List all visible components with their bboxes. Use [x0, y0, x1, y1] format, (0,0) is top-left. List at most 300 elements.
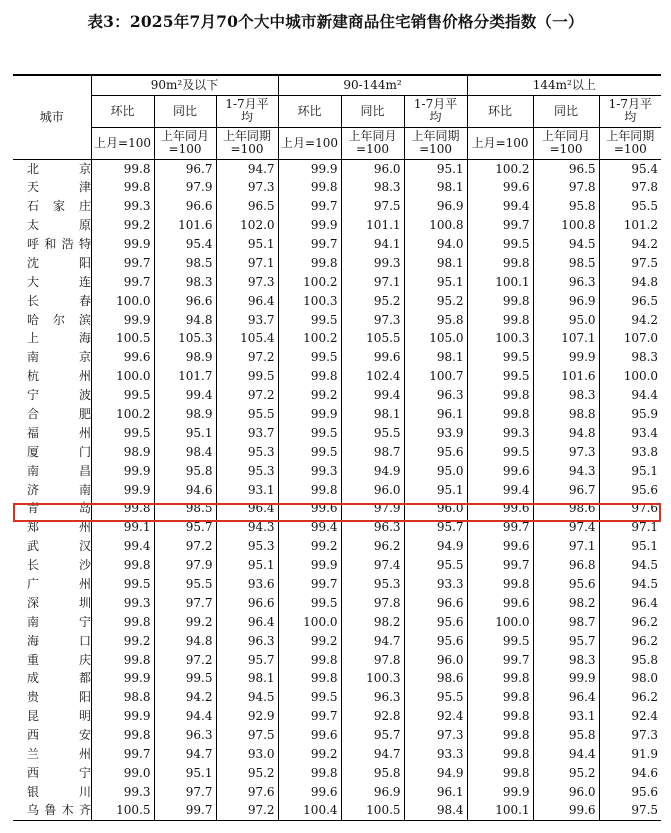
index-value: 107.0	[599, 329, 661, 348]
city-name-text: 贵 阳	[27, 690, 91, 705]
index-value: 99.5	[467, 348, 533, 367]
index-value: 100.3	[278, 291, 341, 310]
index-value: 96.1	[404, 782, 467, 801]
index-value: 99.9	[278, 216, 341, 235]
index-value: 97.3	[404, 726, 467, 745]
city-name	[13, 291, 91, 310]
index-value: 98.3	[533, 650, 599, 669]
city-name-text: 乌 鲁 木 齐	[27, 803, 91, 818]
index-value: 98.5	[154, 499, 216, 518]
index-value: 97.8	[341, 650, 404, 669]
index-value: 97.5	[599, 801, 661, 820]
table-row	[13, 518, 661, 537]
index-value: 94.9	[404, 764, 467, 783]
index-value: 95.6	[404, 631, 467, 650]
index-value: 94.8	[599, 272, 661, 291]
city-name-text: 南 宁	[27, 614, 91, 629]
index-value: 96.4	[216, 612, 278, 631]
index-value: 93.3	[404, 575, 467, 594]
index-value: 97.8	[341, 593, 404, 612]
index-value: 99.9	[533, 669, 599, 688]
index-value: 99.8	[278, 480, 341, 499]
city-name	[13, 707, 91, 726]
group-header-small: 90m²及以下	[91, 75, 278, 95]
index-value: 93.3	[404, 745, 467, 764]
index-value: 95.8	[533, 726, 599, 745]
index-value: 95.8	[533, 197, 599, 216]
index-value: 95.3	[216, 461, 278, 480]
index-value: 96.2	[341, 537, 404, 556]
index-value: 99.9	[91, 235, 154, 254]
index-value: 92.8	[341, 707, 404, 726]
index-value: 94.9	[404, 537, 467, 556]
index-value: 99.7	[467, 556, 533, 575]
index-value: 99.5	[216, 367, 278, 386]
city-name	[13, 235, 91, 254]
index-value: 99.4	[467, 480, 533, 499]
index-value: 99.1	[91, 518, 154, 537]
table-row	[13, 556, 661, 575]
index-value: 97.2	[216, 801, 278, 820]
index-value: 96.3	[341, 518, 404, 537]
index-value: 95.7	[341, 726, 404, 745]
table-row	[13, 405, 661, 424]
index-value: 99.6	[341, 348, 404, 367]
index-value: 98.6	[404, 669, 467, 688]
index-value: 96.3	[533, 272, 599, 291]
index-value: 96.4	[599, 593, 661, 612]
index-value: 100.5	[91, 329, 154, 348]
index-value: 98.7	[341, 442, 404, 461]
city-name-text: 福 州	[27, 425, 91, 440]
city-name	[13, 159, 91, 178]
index-value: 99.8	[91, 612, 154, 631]
index-value: 99.7	[278, 235, 341, 254]
city-name	[13, 329, 91, 348]
index-value: 97.2	[216, 348, 278, 367]
index-value: 99.6	[278, 782, 341, 801]
city-name-text: 济 南	[27, 482, 91, 497]
table-row	[13, 235, 661, 254]
index-value: 99.5	[467, 235, 533, 254]
city-name	[13, 367, 91, 386]
index-value: 99.8	[467, 669, 533, 688]
city-name-text: 宁 波	[27, 388, 91, 403]
table-row	[13, 669, 661, 688]
index-value: 100.5	[341, 801, 404, 820]
index-value: 99.5	[278, 348, 341, 367]
index-value: 93.7	[216, 423, 278, 442]
base-header: 上年同月=100	[154, 127, 216, 159]
index-value: 94.2	[154, 688, 216, 707]
city-name	[13, 272, 91, 291]
index-value: 96.9	[341, 782, 404, 801]
index-value: 96.7	[154, 159, 216, 178]
index-value: 97.2	[154, 650, 216, 669]
index-value: 97.4	[341, 556, 404, 575]
index-value: 100.5	[91, 801, 154, 820]
index-value: 100.8	[533, 216, 599, 235]
table-row	[13, 631, 661, 650]
index-value: 99.5	[467, 631, 533, 650]
sub-header: 环比	[91, 95, 154, 127]
index-value: 97.8	[533, 178, 599, 197]
index-value: 95.6	[533, 575, 599, 594]
index-value: 100.8	[404, 216, 467, 235]
index-value: 107.1	[533, 329, 599, 348]
index-value: 99.8	[467, 405, 533, 424]
index-value: 98.7	[533, 612, 599, 631]
index-value: 98.3	[341, 178, 404, 197]
city-name-text: 长 沙	[27, 558, 91, 573]
index-value: 99.4	[278, 518, 341, 537]
index-value: 99.2	[278, 745, 341, 764]
index-value: 99.6	[278, 499, 341, 518]
index-value: 94.7	[154, 745, 216, 764]
index-value: 93.6	[216, 575, 278, 594]
index-value: 99.2	[91, 631, 154, 650]
index-value: 93.8	[599, 442, 661, 461]
index-value: 99.7	[91, 272, 154, 291]
index-value: 97.5	[599, 253, 661, 272]
index-value: 99.7	[467, 216, 533, 235]
index-value: 99.9	[91, 480, 154, 499]
index-value: 99.2	[278, 537, 341, 556]
index-value: 95.6	[404, 442, 467, 461]
index-value: 95.6	[599, 782, 661, 801]
index-value: 99.8	[467, 688, 533, 707]
index-value: 99.6	[467, 537, 533, 556]
index-value: 98.1	[404, 348, 467, 367]
index-value: 94.8	[154, 631, 216, 650]
index-value: 96.3	[404, 386, 467, 405]
sub-header: 1-7月平均	[216, 95, 278, 127]
index-value: 94.7	[341, 631, 404, 650]
city-name	[13, 442, 91, 461]
index-value: 98.3	[154, 272, 216, 291]
index-value: 99.5	[91, 575, 154, 594]
index-value: 100.3	[341, 669, 404, 688]
index-value: 95.1	[404, 159, 467, 178]
index-value: 94.3	[216, 518, 278, 537]
index-value: 99.5	[278, 442, 341, 461]
index-value: 96.8	[533, 556, 599, 575]
index-value: 99.7	[154, 801, 216, 820]
index-value: 99.8	[91, 650, 154, 669]
index-value: 92.4	[404, 707, 467, 726]
city-name	[13, 726, 91, 745]
index-value: 95.8	[341, 764, 404, 783]
index-value: 95.8	[154, 461, 216, 480]
city-name-text: 广 州	[27, 577, 91, 592]
index-value: 96.3	[154, 726, 216, 745]
city-name-text: 哈 尔 滨	[27, 312, 91, 327]
index-value: 97.6	[216, 782, 278, 801]
index-value: 94.2	[599, 235, 661, 254]
index-value: 102.0	[216, 216, 278, 235]
index-value: 94.3	[533, 461, 599, 480]
index-value: 95.7	[216, 650, 278, 669]
index-value: 99.8	[91, 499, 154, 518]
table-row	[13, 593, 661, 612]
city-name	[13, 669, 91, 688]
index-value: 92.9	[216, 707, 278, 726]
index-value: 99.9	[91, 461, 154, 480]
index-value: 96.9	[404, 197, 467, 216]
index-value: 99.5	[278, 688, 341, 707]
index-value: 99.8	[467, 291, 533, 310]
index-value: 101.6	[533, 367, 599, 386]
index-value: 99.9	[278, 159, 341, 178]
index-value: 94.6	[599, 764, 661, 783]
index-value: 95.1	[599, 537, 661, 556]
index-value: 96.5	[216, 197, 278, 216]
index-value: 95.1	[404, 272, 467, 291]
index-value: 100.0	[91, 291, 154, 310]
index-value: 93.1	[216, 480, 278, 499]
city-name	[13, 593, 91, 612]
index-value: 94.2	[599, 310, 661, 329]
index-value: 94.4	[599, 386, 661, 405]
index-value: 98.5	[533, 253, 599, 272]
index-value: 95.6	[404, 612, 467, 631]
base-header: 上年同月=100	[341, 127, 404, 159]
city-name-text: 银 川	[27, 784, 91, 799]
table-row	[13, 253, 661, 272]
index-value: 97.9	[154, 178, 216, 197]
index-value: 95.0	[533, 310, 599, 329]
index-value: 99.7	[467, 650, 533, 669]
index-value: 96.6	[154, 291, 216, 310]
city-name-text: 杭 州	[27, 369, 91, 384]
index-value: 99.6	[467, 499, 533, 518]
index-value: 97.3	[533, 442, 599, 461]
index-value: 96.4	[533, 688, 599, 707]
city-name-text: 呼 和 浩 特	[27, 237, 91, 251]
index-value: 99.6	[467, 461, 533, 480]
index-value: 99.8	[91, 726, 154, 745]
index-value: 99.8	[278, 669, 341, 688]
table-row	[13, 612, 661, 631]
index-value: 96.6	[404, 593, 467, 612]
city-name-text: 重 庆	[27, 652, 91, 667]
base-header-row	[13, 127, 661, 159]
index-value: 96.6	[154, 197, 216, 216]
index-value: 99.4	[91, 537, 154, 556]
index-value: 96.0	[533, 782, 599, 801]
city-name-text: 郑 州	[27, 520, 91, 535]
index-value: 99.8	[467, 726, 533, 745]
index-value: 96.4	[216, 291, 278, 310]
index-value: 94.5	[533, 235, 599, 254]
index-value: 95.8	[404, 310, 467, 329]
index-value: 95.9	[599, 405, 661, 424]
city-name-text: 成 都	[27, 671, 91, 686]
city-name	[13, 253, 91, 272]
index-value: 96.6	[216, 593, 278, 612]
sub-header: 环比	[278, 95, 341, 127]
city-name	[13, 499, 91, 518]
index-value: 99.3	[91, 782, 154, 801]
city-name-text: 沈 阳	[27, 255, 91, 270]
table-row	[13, 688, 661, 707]
base-header: 上月=100	[91, 127, 154, 159]
sub-header: 同比	[533, 95, 599, 127]
price-index-table	[13, 74, 661, 821]
index-value: 98.8	[533, 405, 599, 424]
index-value: 100.4	[278, 801, 341, 820]
index-value: 99.2	[278, 386, 341, 405]
index-value: 99.6	[91, 348, 154, 367]
city-name	[13, 782, 91, 801]
index-value: 99.8	[467, 310, 533, 329]
sub-header-row	[13, 95, 661, 127]
index-value: 95.5	[341, 423, 404, 442]
index-value: 98.9	[154, 405, 216, 424]
city-name-text: 武 汉	[27, 539, 91, 554]
index-value: 99.8	[467, 575, 533, 594]
index-value: 99.8	[278, 253, 341, 272]
city-name-text: 南 京	[27, 350, 91, 365]
index-value: 99.8	[278, 650, 341, 669]
table-row	[13, 310, 661, 329]
city-name	[13, 178, 91, 197]
index-value: 94.7	[341, 745, 404, 764]
index-value: 95.5	[404, 556, 467, 575]
index-value: 99.8	[467, 764, 533, 783]
city-name-text: 西 安	[27, 728, 91, 743]
index-value: 95.2	[404, 291, 467, 310]
index-value: 93.4	[599, 423, 661, 442]
group-header-large: 144m²以上	[467, 75, 661, 95]
table-row	[13, 726, 661, 745]
city-name-text: 海 口	[27, 633, 91, 648]
index-value: 98.1	[404, 178, 467, 197]
index-value: 97.5	[216, 726, 278, 745]
index-value: 94.8	[533, 423, 599, 442]
index-value: 96.5	[533, 159, 599, 178]
index-value: 96.0	[404, 499, 467, 518]
index-value: 99.3	[341, 253, 404, 272]
index-value: 98.9	[154, 348, 216, 367]
index-value: 99.7	[91, 745, 154, 764]
table-row	[13, 272, 661, 291]
index-value: 96.9	[533, 291, 599, 310]
index-value: 105.0	[404, 329, 467, 348]
sub-header: 环比	[467, 95, 533, 127]
index-value: 99.9	[91, 707, 154, 726]
city-name	[13, 197, 91, 216]
city-name	[13, 461, 91, 480]
table-row	[13, 461, 661, 480]
index-value: 100.7	[404, 367, 467, 386]
index-value: 98.4	[404, 801, 467, 820]
index-value: 96.3	[341, 688, 404, 707]
city-name-text: 石 家 庄	[27, 199, 91, 214]
index-value: 94.6	[154, 480, 216, 499]
city-name-text: 上 海	[27, 331, 91, 346]
index-value: 94.5	[599, 556, 661, 575]
index-value: 99.3	[91, 593, 154, 612]
index-value: 98.1	[404, 253, 467, 272]
index-value: 99.9	[91, 669, 154, 688]
city-name	[13, 386, 91, 405]
city-name-text: 天 津	[27, 180, 91, 195]
sub-header: 1-7月平均	[404, 95, 467, 127]
index-value: 95.1	[599, 461, 661, 480]
index-value: 99.8	[91, 178, 154, 197]
group-header-medium: 90-144m²	[278, 75, 467, 95]
index-value: 97.3	[216, 272, 278, 291]
index-value: 97.7	[154, 593, 216, 612]
city-name	[13, 310, 91, 329]
index-value: 93.1	[533, 707, 599, 726]
index-value: 97.3	[599, 726, 661, 745]
index-value: 100.1	[467, 272, 533, 291]
index-value: 98.3	[533, 386, 599, 405]
index-value: 99.8	[278, 367, 341, 386]
index-value: 99.6	[533, 801, 599, 820]
city-name	[13, 348, 91, 367]
table-row	[13, 480, 661, 499]
index-value: 98.4	[154, 442, 216, 461]
index-value: 96.2	[599, 631, 661, 650]
sub-header: 1-7月平均	[599, 95, 661, 127]
city-name	[13, 650, 91, 669]
index-value: 99.8	[467, 253, 533, 272]
index-value: 99.3	[467, 423, 533, 442]
index-value: 105.5	[341, 329, 404, 348]
index-value: 101.7	[154, 367, 216, 386]
index-value: 99.9	[278, 556, 341, 575]
table-row	[13, 650, 661, 669]
index-value: 99.8	[467, 745, 533, 764]
base-header: 上年同期=100	[216, 127, 278, 159]
index-value: 97.3	[216, 178, 278, 197]
index-value: 95.5	[216, 405, 278, 424]
table-row	[13, 764, 661, 783]
base-header: 上年同月=100	[533, 127, 599, 159]
index-value: 100.2	[278, 272, 341, 291]
index-value: 95.2	[341, 291, 404, 310]
index-value: 96.0	[341, 159, 404, 178]
index-value: 100.3	[467, 329, 533, 348]
index-value: 99.3	[278, 461, 341, 480]
index-value: 99.7	[278, 575, 341, 594]
table-row	[13, 537, 661, 556]
index-value: 95.8	[599, 650, 661, 669]
index-value: 97.5	[341, 197, 404, 216]
index-value: 100.0	[599, 367, 661, 386]
index-value: 99.2	[154, 612, 216, 631]
index-value: 96.7	[533, 480, 599, 499]
index-value: 98.9	[91, 442, 154, 461]
index-value: 99.5	[278, 423, 341, 442]
index-value: 99.5	[91, 423, 154, 442]
index-value: 99.5	[91, 386, 154, 405]
index-value: 96.2	[599, 612, 661, 631]
index-value: 99.4	[154, 386, 216, 405]
city-name-text: 深 圳	[27, 595, 91, 610]
index-value: 95.1	[154, 423, 216, 442]
index-value: 94.8	[154, 310, 216, 329]
index-value: 99.9	[91, 310, 154, 329]
index-value: 97.2	[154, 537, 216, 556]
table-row	[13, 782, 661, 801]
index-value: 99.5	[154, 669, 216, 688]
table-row	[13, 159, 661, 178]
index-value: 95.6	[599, 480, 661, 499]
